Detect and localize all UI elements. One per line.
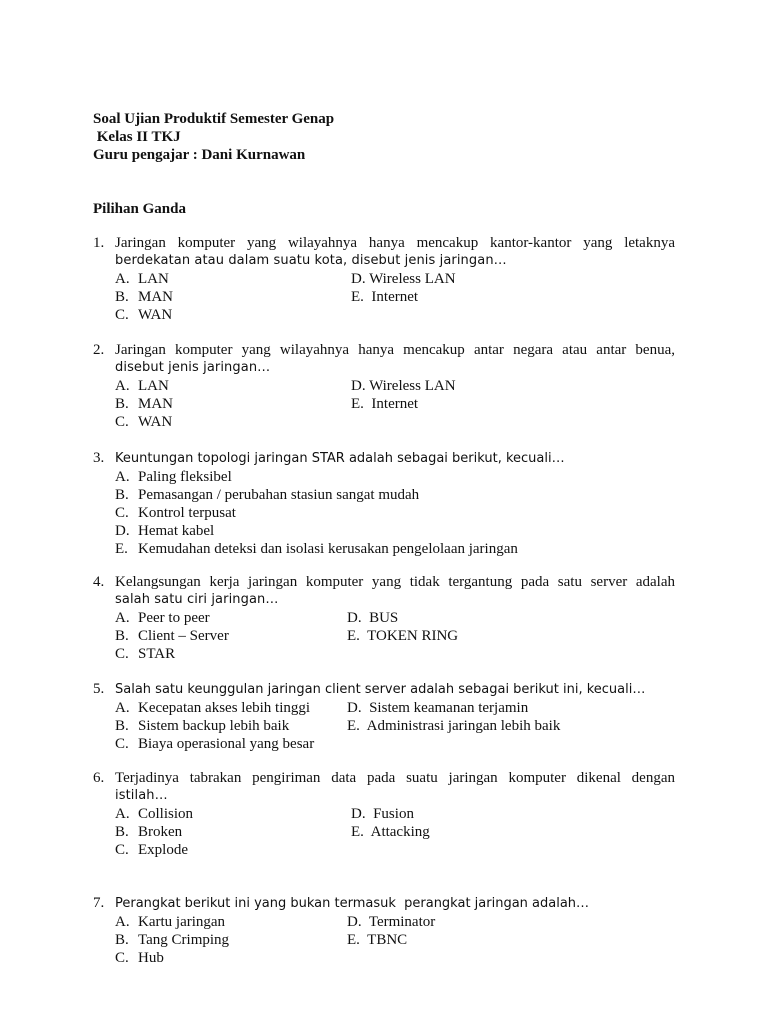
question-line: Jaringan komputer yang wilayahnya hanya mencakup kantor-kantor yang letaknya <box>115 235 675 251</box>
options <box>115 377 675 431</box>
options <box>115 699 675 753</box>
option: E. Internet <box>351 289 419 305</box>
option: C. Kontrol terpusat <box>115 505 236 521</box>
option: D. BUS <box>347 610 399 626</box>
option: B. Broken E. Attacking <box>115 824 430 840</box>
question-line: Jaringan komputer yang wilayahnya hanya mencakup antar negara atau antar benua, <box>115 342 675 358</box>
question-number: 3. <box>93 450 105 466</box>
question-line: Kelangsungan kerja jaringan komputer yang tidak tergantung pada satu server adalah <box>115 574 675 590</box>
question-3 <box>93 449 675 558</box>
options <box>115 609 675 663</box>
question-4 <box>93 573 675 663</box>
option: B. Tang Crimping E. TBNC <box>115 932 408 948</box>
question-number: 7. <box>93 895 105 911</box>
option: B. Pemasangan / perubahan stasiun sangat mudah <box>115 487 420 503</box>
question-line: salah satu ciri jaringan… <box>115 592 279 607</box>
exam-title: Soal Ujian Produktif Semester Genap <box>93 111 335 127</box>
question-text <box>115 341 675 377</box>
option: B. Sistem backup lebih baik E. Administrasi jaringan lebih baik <box>115 718 561 734</box>
option: D. Hemat kabel <box>115 523 215 539</box>
option: A. Kartu jaringan D. Terminator <box>115 914 436 930</box>
option: D. Wireless LAN <box>351 271 456 287</box>
option: A. LAN D. Wireless LAN <box>115 271 456 287</box>
option: D. Fusion <box>351 806 414 822</box>
option: B. MAN E. Internet <box>115 289 419 305</box>
option: C. Biaya operasional yang besar <box>115 736 315 752</box>
exam-teacher: Guru pengajar : Dani Kurnawan <box>93 147 306 163</box>
option: C. STAR <box>115 646 176 662</box>
question-number: 6. <box>93 770 105 786</box>
exam-header <box>93 110 334 164</box>
question-number: 2. <box>93 342 105 358</box>
option: E. TBNC <box>347 932 408 948</box>
options <box>115 805 675 859</box>
option: E. Administrasi jaringan lebih baik <box>347 718 561 734</box>
question-5 <box>93 680 675 753</box>
question-line: berdekatan atau dalam suatu kota, disebut jenis jaringan… <box>115 253 507 268</box>
question-text <box>115 573 675 609</box>
question-line: Terjadinya tabrakan pengiriman data pada suatu jaringan komputer dikenal dengan <box>115 770 675 786</box>
options <box>115 468 675 558</box>
question-1 <box>93 234 675 324</box>
option: D. Sistem keamanan terjamin <box>347 700 529 716</box>
options <box>115 913 675 967</box>
question-line: istilah… <box>115 788 168 803</box>
option: A. Collision D. Fusion <box>115 806 414 822</box>
option: C. WAN <box>115 307 173 323</box>
question-text <box>115 680 675 699</box>
option: D. Wireless LAN <box>351 378 456 394</box>
question-6 <box>93 769 675 859</box>
option: C. WAN <box>115 414 173 430</box>
section-title: Pilihan Ganda <box>93 201 186 217</box>
question-text <box>115 769 675 805</box>
option: A. Peer to peer D. BUS <box>115 610 399 626</box>
exam-class: Kelas II TKJ <box>93 129 181 145</box>
question-number: 1. <box>93 235 105 251</box>
question-text <box>115 449 675 468</box>
question-line: disebut jenis jaringan… <box>115 360 271 375</box>
question-7 <box>93 894 675 967</box>
option: B. MAN E. Internet <box>115 396 419 412</box>
question-text <box>115 894 675 913</box>
option: C. Explode <box>115 842 188 858</box>
question-text <box>115 234 675 270</box>
question-number: 5. <box>93 681 105 697</box>
option: C. Hub <box>115 950 164 966</box>
options <box>115 270 675 324</box>
option: E. Internet <box>351 396 419 412</box>
option: E. TOKEN RING <box>347 628 459 644</box>
question-number: 4. <box>93 574 105 590</box>
question-2 <box>93 341 675 431</box>
option: A. Kecepatan akses lebih tinggi D. Sistem keamanan terjamin <box>115 700 529 716</box>
question-line: Perangkat berikut ini yang bukan termasuk perangkat jaringan adalah… <box>115 896 590 911</box>
question-line: Salah satu keunggulan jaringan client server adalah sebagai berikut ini, kecuali… <box>115 682 646 697</box>
option: B. Client – Server E. TOKEN RING <box>115 628 459 644</box>
option: E. Attacking <box>351 824 430 840</box>
option: D. Terminator <box>347 914 436 930</box>
question-line: Keuntungan topologi jaringan STAR adalah sebagai berikut, kecuali… <box>115 451 565 466</box>
option: A. Paling fleksibel <box>115 469 232 485</box>
option: A. LAN D. Wireless LAN <box>115 378 456 394</box>
option: E. Kemudahan deteksi dan isolasi kerusakan pengelolaan jaringan <box>115 541 518 557</box>
